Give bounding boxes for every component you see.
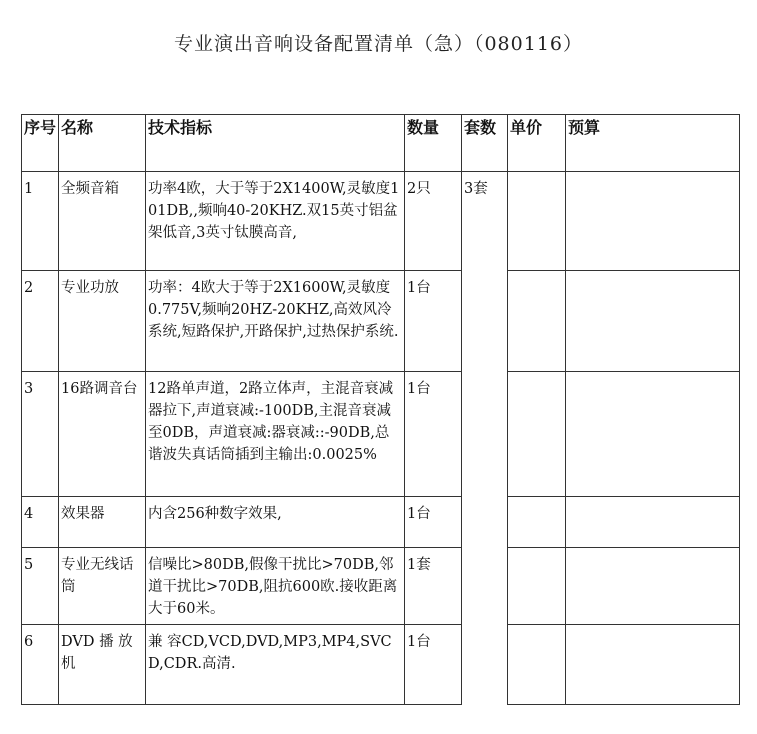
cell-sets — [462, 625, 508, 705]
cell-budget — [566, 625, 740, 705]
header-no: 序号 — [22, 115, 59, 172]
header-budget: 预算 — [566, 115, 740, 172]
cell-price — [508, 497, 566, 548]
cell-price — [508, 548, 566, 625]
header-spec: 技术指标 — [146, 115, 405, 172]
cell-name: 效果器 — [59, 497, 146, 548]
table-row — [22, 625, 740, 705]
cell-budget — [566, 497, 740, 548]
cell-budget — [566, 372, 740, 497]
cell-sets — [462, 271, 508, 372]
cell-no: 3 — [22, 372, 59, 497]
cell-spec: 内含256种数字效果, — [146, 497, 405, 548]
cell-qty: 1台 — [405, 271, 462, 372]
cell-name: 16路调音台 — [59, 372, 146, 497]
table-row — [22, 372, 740, 497]
cell-spec: 信噪比>80DB,假像干扰比>70DB,邻道干扰比>70DB,阻抗600欧.接收距离大于60米。 — [146, 548, 405, 625]
cell-spec: 功率4欧，大于等于2X1400W,灵敏度101DB,,频响40-20KHZ.双15英寸铝盆架低音,3英寸钛膜高音, — [146, 172, 405, 271]
cell-spec: 12路单声道，2路立体声，主混音衰减器拉下,声道衰减:-100DB,主混音衰减至0DB，声道衰减:器衰减::-90DB,总谐波失真话筒插到主输出:0.0025% — [146, 372, 405, 497]
cell-spec: 兼 容CD,VCD,DVD,MP3,MP4,SVCD,CDR.高清. — [146, 625, 405, 705]
header-qty: 数量 — [405, 115, 462, 172]
cell-no: 1 — [22, 172, 59, 271]
equipment-table — [21, 114, 740, 705]
cell-sets — [462, 372, 508, 497]
cell-name: 专业功放 — [59, 271, 146, 372]
cell-sets — [462, 548, 508, 625]
cell-spec: 功率：4欧大于等于2X1600W,灵敏度0.775V,频响20HZ-20KHZ,高效风冷系统,短路保护,开路保护,过热保护系统. — [146, 271, 405, 372]
cell-budget — [566, 172, 740, 271]
cell-sets: 3套 — [462, 172, 508, 271]
cell-qty: 1台 — [405, 497, 462, 548]
cell-qty: 1台 — [405, 372, 462, 497]
table-row — [22, 548, 740, 625]
table-row — [22, 172, 740, 271]
cell-no: 5 — [22, 548, 59, 625]
cell-name: 专业无线话筒 — [59, 548, 146, 625]
cell-no: 2 — [22, 271, 59, 372]
cell-price — [508, 372, 566, 497]
table-row — [22, 497, 740, 548]
cell-name: DVD 播 放机 — [59, 625, 146, 705]
cell-no: 6 — [22, 625, 59, 705]
table-row — [22, 271, 740, 372]
cell-budget — [566, 271, 740, 372]
document-title: 专业演出音响设备配置清单（急）（080116） — [173, 33, 584, 55]
cell-qty: 1台 — [405, 625, 462, 705]
cell-price — [508, 625, 566, 705]
cell-budget — [566, 548, 740, 625]
cell-qty: 1套 — [405, 548, 462, 625]
header-name: 名称 — [59, 115, 146, 172]
cell-no: 4 — [22, 497, 59, 548]
cell-price — [508, 172, 566, 271]
cell-qty: 2只 — [405, 172, 462, 271]
header-sets: 套数 — [462, 115, 508, 172]
cell-price — [508, 271, 566, 372]
cell-name: 全频音箱 — [59, 172, 146, 271]
cell-sets — [462, 497, 508, 548]
header-price: 单价 — [508, 115, 566, 172]
table-header-row — [22, 115, 740, 172]
